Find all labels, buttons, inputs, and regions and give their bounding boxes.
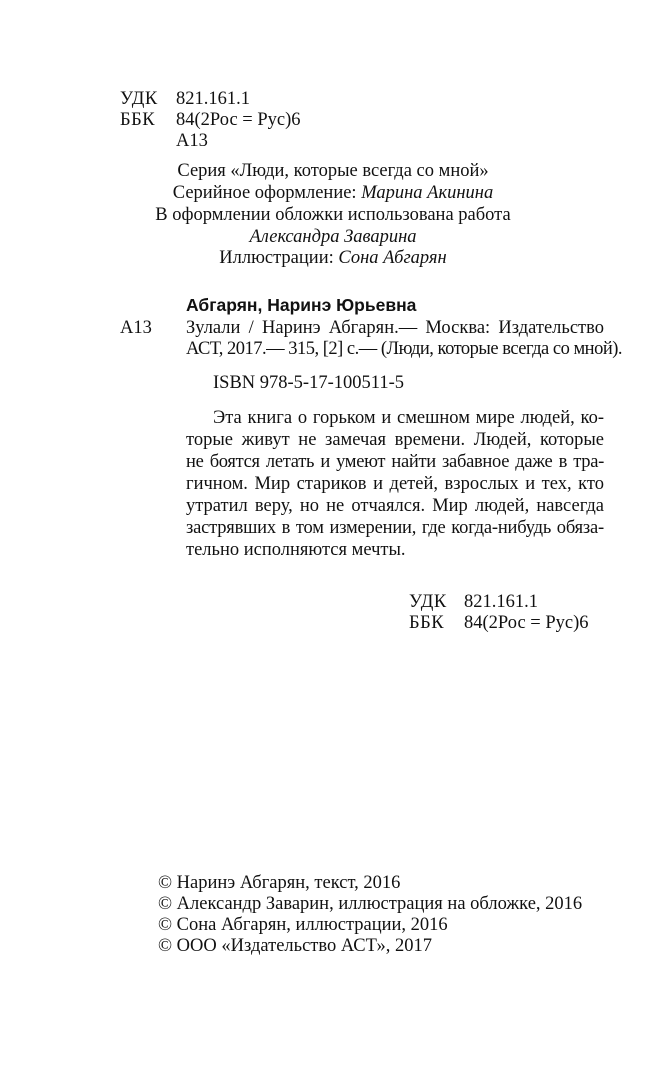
series-design-line (120, 182, 546, 204)
cover-artist-name: Александра Заварина (249, 227, 417, 247)
copyright-line: © Сона Абгарян, иллюстрации, 2016 (158, 915, 448, 935)
annotation-line: Эта книга о горьком и смешном мире людей, ко- (213, 408, 604, 428)
udk-label-bottom: УДК (409, 592, 447, 612)
copyright-line: © Александр Заварин, иллюстрация на обложке, 2016 (158, 894, 583, 914)
annotation-line: тельно исполняются мечты. (186, 540, 406, 560)
series-line: Серия «Люди, которые всегда со мной» (177, 161, 489, 181)
cover-artist (120, 226, 546, 248)
author-heading: Абгарян, Наринэ Юрьевна (186, 295, 417, 315)
annotation-line: торые живут не замечая времени. Людей, которые (186, 430, 604, 450)
annotation-line: застрявших в том измерении, где когда-нибудь обяза- (186, 518, 604, 538)
udk-label: УДК (120, 89, 158, 109)
bbk-label-bottom: ББК (409, 613, 445, 633)
bib-line-1: Зулали / Наринэ Абгарян.— Москва: Издательство (186, 318, 604, 338)
illustrations-name: Сона Абгарян (338, 248, 447, 268)
copyright-line: © ООО «Издательство АСТ», 2017 (158, 936, 432, 956)
annotation-line: не боятся летать и умеют найти забавное даже в тра- (186, 452, 604, 472)
illustrations-line (120, 247, 546, 269)
bib-line-2: АСТ, 2017.— 315, [2] с.— (Люди, которые всегда со мной). (186, 339, 623, 359)
author-mark-top: А13 (176, 131, 208, 151)
bbk-label: ББК (120, 110, 156, 130)
udk-value-bottom: 821.161.1 (464, 592, 538, 612)
cover-line: В оформлении обложки использована работа (155, 205, 511, 225)
annotation-line: гичном. Мир стариков и детей, взрослых и тех, кто (186, 474, 604, 494)
series-design-name: Марина Акинина (361, 183, 494, 203)
udk-value: 821.161.1 (176, 89, 250, 109)
author-mark-left: А13 (120, 318, 152, 338)
copyright-line: © Наринэ Абгарян, текст, 2016 (158, 873, 401, 893)
bbk-value-bottom: 84(2Рос = Рус)6 (464, 613, 589, 633)
illustrations-label: Иллюстрации: (219, 248, 339, 268)
isbn: ISBN 978-5-17-100511-5 (213, 373, 404, 393)
series-design-label: Серийное оформление: (172, 183, 362, 203)
annotation-line: утратил веру, но не отчаялся. Мир людей, навсегда (186, 496, 604, 516)
bbk-value: 84(2Рос = Рус)6 (176, 110, 301, 130)
